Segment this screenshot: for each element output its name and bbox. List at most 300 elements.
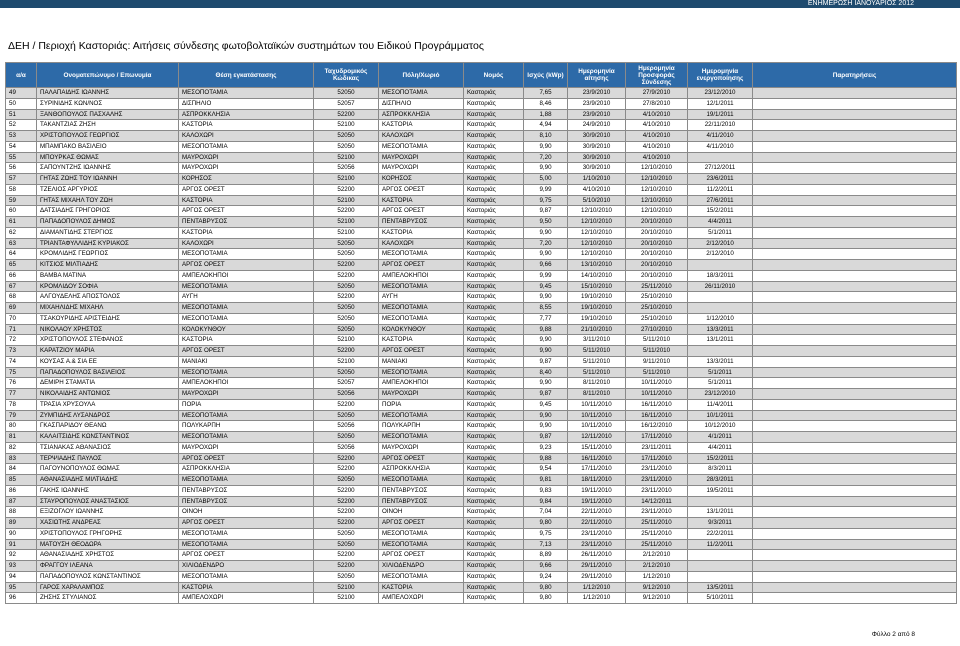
application-date-cell: 12/10/2010 [568, 206, 626, 217]
power-kwp-cell: 9,45 [524, 281, 568, 292]
activation-date-cell: 10/1/2011 [688, 410, 753, 421]
activation-date-cell: 18/3/2011 [688, 270, 753, 281]
power-kwp-cell: 9,99 [524, 270, 568, 281]
row-number-cell: 52 [6, 120, 37, 131]
row-number-cell: 69 [6, 303, 37, 314]
postal-code-cell: 52056 [314, 163, 379, 174]
prefecture-cell: Καστοριάς [464, 152, 524, 163]
application-date-cell: 17/11/2010 [568, 464, 626, 475]
prefecture-cell: Καστοριάς [464, 292, 524, 303]
town-cell: ΑΡΓΟΣ ΟΡΕΣΤ [379, 346, 464, 357]
table-row [6, 539, 957, 550]
application-date-cell: 4/10/2010 [568, 184, 626, 195]
town-cell: ΑΣΠΡΟΚΚΛΗΣΙΑ [379, 109, 464, 120]
town-cell: ΑΡΓΟΣ ΟΡΕΣΤ [379, 206, 464, 217]
postal-code-cell: 52050 [314, 88, 379, 99]
remarks-cell [753, 131, 957, 142]
table-row [6, 109, 957, 120]
installation-site-cell: ΚΑΣΤΟΡΙΑ [179, 582, 314, 593]
table-row [6, 528, 957, 539]
row-number-cell: 82 [6, 442, 37, 453]
prefecture-cell: Καστοριάς [464, 324, 524, 335]
remarks-cell [753, 593, 957, 604]
table-row [6, 442, 957, 453]
power-kwp-cell: 9,80 [524, 593, 568, 604]
application-date-cell: 29/11/2010 [568, 561, 626, 572]
postal-code-cell: 52050 [314, 571, 379, 582]
offer-date-cell: 12/10/2010 [626, 184, 688, 195]
postal-code-cell: 52050 [314, 303, 379, 314]
power-kwp-cell: 8,89 [524, 550, 568, 561]
power-kwp-cell: 7,65 [524, 88, 568, 99]
activation-date-cell [688, 496, 753, 507]
prefecture-cell: Καστοριάς [464, 496, 524, 507]
row-number-cell: 61 [6, 217, 37, 228]
remarks-cell [753, 346, 957, 357]
installation-site-cell: ΑΡΓΟΣ ΟΡΕΣΤ [179, 453, 314, 464]
power-kwp-cell: 9,90 [524, 163, 568, 174]
row-number-cell: 68 [6, 292, 37, 303]
applicant-name-cell: ΧΑΣΙΩΤΗΣ ΑΝΔΡΕΑΣ [37, 518, 179, 529]
application-date-cell: 22/11/2010 [568, 518, 626, 529]
prefecture-cell: Καστοριάς [464, 227, 524, 238]
postal-code-cell: 52057 [314, 98, 379, 109]
row-number-cell: 54 [6, 141, 37, 152]
power-kwp-cell: 8,55 [524, 303, 568, 314]
remarks-cell [753, 195, 957, 206]
application-date-cell: 22/11/2010 [568, 507, 626, 518]
power-kwp-cell: 9,88 [524, 453, 568, 464]
row-number-cell: 84 [6, 464, 37, 475]
postal-code-cell: 52050 [314, 475, 379, 486]
row-number-cell: 49 [6, 88, 37, 99]
town-cell: ΜΕΣΟΠΟΤΑΜΙΑ [379, 141, 464, 152]
offer-date-cell: 5/11/2010 [626, 335, 688, 346]
table-row [6, 238, 957, 249]
town-cell: ΠΕΝΤΑΒΡΥΣΟΣ [379, 217, 464, 228]
power-kwp-cell: 5,00 [524, 174, 568, 185]
table-row [6, 174, 957, 185]
column-header: Ημερομηνία Προσφοράς Σύνδεσης [626, 63, 688, 88]
applicant-name-cell: ΧΡΙΣΤΟΠΟΥΛΟΣ ΓΡΗΓΟΡΗΣ [37, 528, 179, 539]
town-cell: ΠΕΝΤΑΒΡΥΣΟΣ [379, 485, 464, 496]
remarks-cell [753, 324, 957, 335]
offer-date-cell: 5/11/2010 [626, 346, 688, 357]
installation-site-cell: ΜΕΣΟΠΟΤΑΜΙΑ [179, 367, 314, 378]
applicant-name-cell: ΤΣΙΑΝΑΚΑΣ ΑΘΑΝΑΣΙΟΣ [37, 442, 179, 453]
postal-code-cell: 52200 [314, 518, 379, 529]
offer-date-cell: 4/10/2010 [626, 152, 688, 163]
prefecture-cell: Καστοριάς [464, 249, 524, 260]
postal-code-cell: 52200 [314, 270, 379, 281]
prefecture-cell: Καστοριάς [464, 389, 524, 400]
postal-code-cell: 52050 [314, 141, 379, 152]
installation-site-cell: ΜΕΣΟΠΟΤΑΜΙΑ [179, 432, 314, 443]
activation-date-cell: 4/11/2010 [688, 141, 753, 152]
installation-site-cell: ΠΟΡΙΑ [179, 399, 314, 410]
installation-site-cell: ΜΕΣΟΠΟΤΑΜΙΑ [179, 571, 314, 582]
prefecture-cell: Καστοριάς [464, 281, 524, 292]
installation-site-cell: ΔΙΣΠΗΛΙΟ [179, 98, 314, 109]
row-number-cell: 73 [6, 346, 37, 357]
town-cell: ΚΑΛΟΧΩΡΙ [379, 131, 464, 142]
applicant-name-cell: ΝΙΚΟΛΑΟΥ ΧΡΗΣΤΟΣ [37, 324, 179, 335]
power-kwp-cell: 9,66 [524, 561, 568, 572]
remarks-cell [753, 507, 957, 518]
power-kwp-cell: 9,87 [524, 206, 568, 217]
row-number-cell: 83 [6, 453, 37, 464]
activation-date-cell: 12/1/2011 [688, 98, 753, 109]
offer-date-cell: 12/10/2010 [626, 174, 688, 185]
activation-date-cell: 26/11/2010 [688, 281, 753, 292]
activation-date-cell [688, 152, 753, 163]
applicant-name-cell: ΠΑΠΑΔΟΠΟΥΛΟΣ ΚΩΝΣΤΑΝΤΙΝΟΣ [37, 571, 179, 582]
applicant-name-cell: ΚΑΛΑΙΤΣΙΔΗΣ ΚΩΝΣΤΑΝΤΙΝΟΣ [37, 432, 179, 443]
remarks-cell [753, 464, 957, 475]
row-number-cell: 89 [6, 518, 37, 529]
remarks-cell [753, 292, 957, 303]
prefecture-cell: Καστοριάς [464, 399, 524, 410]
installation-site-cell: ΚΑΣΤΟΡΙΑ [179, 195, 314, 206]
prefecture-cell: Καστοριάς [464, 453, 524, 464]
power-kwp-cell: 9,50 [524, 217, 568, 228]
activation-date-cell: 22/2/2011 [688, 528, 753, 539]
remarks-cell [753, 421, 957, 432]
row-number-cell: 66 [6, 270, 37, 281]
application-date-cell: 23/11/2010 [568, 539, 626, 550]
offer-date-cell: 20/10/2010 [626, 270, 688, 281]
activation-date-cell [688, 292, 753, 303]
prefecture-cell: Καστοριάς [464, 88, 524, 99]
applicant-name-cell: ΚΡΟΜΛΙΔΟΥ ΣΟΦΙΑ [37, 281, 179, 292]
application-date-cell: 10/11/2010 [568, 410, 626, 421]
remarks-cell [753, 528, 957, 539]
application-date-cell: 5/10/2010 [568, 195, 626, 206]
offer-date-cell: 2/12/2010 [626, 550, 688, 561]
application-date-cell: 23/11/2010 [568, 528, 626, 539]
table-row [6, 507, 957, 518]
offer-date-cell: 4/10/2010 [626, 120, 688, 131]
installation-site-cell: ΜΕΣΟΠΟΤΑΜΙΑ [179, 539, 314, 550]
application-date-cell: 8/11/2010 [568, 389, 626, 400]
installation-site-cell: ΜΕΣΟΠΟΤΑΜΙΑ [179, 88, 314, 99]
remarks-cell [753, 184, 957, 195]
installation-site-cell: ΜΕΣΟΠΟΤΑΜΙΑ [179, 475, 314, 486]
prefecture-cell: Καστοριάς [464, 356, 524, 367]
remarks-cell [753, 120, 957, 131]
offer-date-cell: 4/10/2010 [626, 141, 688, 152]
prefecture-cell: Καστοριάς [464, 313, 524, 324]
remarks-cell [753, 518, 957, 529]
installation-site-cell: ΜΑΥΡΟΧΩΡΙ [179, 389, 314, 400]
table-row [6, 593, 957, 604]
power-kwp-cell: 9,87 [524, 356, 568, 367]
activation-date-cell: 28/3/2011 [688, 475, 753, 486]
installation-site-cell: ΑΡΓΟΣ ΟΡΕΣΤ [179, 260, 314, 271]
application-date-cell: 18/11/2010 [568, 475, 626, 486]
town-cell: ΜΑΝΙΑΚΙ [379, 356, 464, 367]
prefecture-cell: Καστοριάς [464, 485, 524, 496]
table-row [6, 98, 957, 109]
row-number-cell: 96 [6, 593, 37, 604]
power-kwp-cell: 9,80 [524, 582, 568, 593]
applicant-name-cell: ΠΑΓΟΥΝΟΠΟΥΛΟΣ ΘΩΜΑΣ [37, 464, 179, 475]
activation-date-cell: 19/5/2011 [688, 485, 753, 496]
application-date-cell: 26/11/2010 [568, 550, 626, 561]
postal-code-cell: 52050 [314, 539, 379, 550]
prefecture-cell: Καστοριάς [464, 518, 524, 529]
offer-date-cell: 25/11/2010 [626, 539, 688, 550]
applicant-name-cell: ΤΣΑΚΟΥΡΙΔΗΣ ΑΡΙΣΤΕΙΔΗΣ [37, 313, 179, 324]
postal-code-cell: 52100 [314, 120, 379, 131]
remarks-cell [753, 227, 957, 238]
installation-site-cell: ΟΙΝΟΗ [179, 507, 314, 518]
row-number-cell: 70 [6, 313, 37, 324]
town-cell: ΚΟΛΟΚΥΝΘΟΥ [379, 324, 464, 335]
applicant-name-cell: ΑΘΑΝΑΣΙΑΔΗΣ ΜΙΛΤΙΑΔΗΣ [37, 475, 179, 486]
town-cell: ΜΕΣΟΠΟΤΑΜΙΑ [379, 410, 464, 421]
postal-code-cell: 52050 [314, 313, 379, 324]
table-row [6, 571, 957, 582]
row-number-cell: 81 [6, 432, 37, 443]
town-cell: ΜΑΥΡΟΧΩΡΙ [379, 152, 464, 163]
town-cell: ΑΜΠΕΛΟΚΗΠΟΙ [379, 270, 464, 281]
table-row [6, 260, 957, 271]
town-cell: ΑΜΠΕΛΟΚΗΠΟΙ [379, 378, 464, 389]
postal-code-cell: 52100 [314, 335, 379, 346]
prefecture-cell: Καστοριάς [464, 561, 524, 572]
row-number-cell: 80 [6, 421, 37, 432]
row-number-cell: 63 [6, 238, 37, 249]
offer-date-cell: 23/11/2010 [626, 507, 688, 518]
postal-code-cell: 52050 [314, 238, 379, 249]
postal-code-cell: 52200 [314, 399, 379, 410]
town-cell: ΜΕΣΟΠΟΤΑΜΙΑ [379, 303, 464, 314]
prefecture-cell: Καστοριάς [464, 174, 524, 185]
power-kwp-cell: 7,77 [524, 313, 568, 324]
postal-code-cell: 52200 [314, 109, 379, 120]
postal-code-cell: 52056 [314, 442, 379, 453]
installation-site-cell: ΜΑΥΡΟΧΩΡΙ [179, 163, 314, 174]
postal-code-cell: 52050 [314, 367, 379, 378]
activation-date-cell: 2/12/2010 [688, 249, 753, 260]
offer-date-cell: 9/12/2010 [626, 582, 688, 593]
table-row [6, 184, 957, 195]
offer-date-cell: 10/11/2010 [626, 389, 688, 400]
applicant-name-cell: ΠΑΠΑΔΟΠΟΥΛΟΣ ΔΗΜΟΣ [37, 217, 179, 228]
prefecture-cell: Καστοριάς [464, 260, 524, 271]
installation-site-cell: ΠΕΝΤΑΒΡΥΣΟΣ [179, 217, 314, 228]
top-bar [0, 0, 960, 8]
offer-date-cell: 2/12/2010 [626, 561, 688, 572]
postal-code-cell: 52050 [314, 528, 379, 539]
offer-date-cell: 4/10/2010 [626, 131, 688, 142]
activation-date-cell: 5/1/2011 [688, 367, 753, 378]
remarks-cell [753, 582, 957, 593]
column-header: Ταχυδρομικός Κώδικας [314, 63, 379, 88]
remarks-cell [753, 303, 957, 314]
power-kwp-cell: 9,90 [524, 227, 568, 238]
postal-code-cell: 52200 [314, 496, 379, 507]
offer-date-cell: 23/11/2010 [626, 464, 688, 475]
town-cell: ΜΕΣΟΠΟΤΑΜΙΑ [379, 367, 464, 378]
application-date-cell: 30/9/2010 [568, 152, 626, 163]
installation-site-cell: ΚΑΛΟΧΩΡΙ [179, 238, 314, 249]
activation-date-cell [688, 260, 753, 271]
power-kwp-cell: 9,87 [524, 432, 568, 443]
installation-site-cell: ΑΡΓΟΣ ΟΡΕΣΤ [179, 206, 314, 217]
offer-date-cell: 9/12/2010 [626, 593, 688, 604]
remarks-cell [753, 485, 957, 496]
remarks-cell [753, 550, 957, 561]
column-header: Νομός [464, 63, 524, 88]
activation-date-cell: 23/12/2010 [688, 389, 753, 400]
activation-date-cell: 11/2/2011 [688, 184, 753, 195]
column-header: Πόλη/Χωριό [379, 63, 464, 88]
table-row [6, 367, 957, 378]
table-row [6, 561, 957, 572]
table-row [6, 410, 957, 421]
town-cell: ΠΕΝΤΑΒΡΥΣΟΣ [379, 496, 464, 507]
offer-date-cell: 17/11/2010 [626, 432, 688, 443]
offer-date-cell: 25/11/2010 [626, 528, 688, 539]
column-header: Θέση εγκατάστασης [179, 63, 314, 88]
application-date-cell: 19/11/2010 [568, 485, 626, 496]
prefecture-cell: Καστοριάς [464, 571, 524, 582]
row-number-cell: 76 [6, 378, 37, 389]
town-cell: ΠΟΡΙΑ [379, 399, 464, 410]
power-kwp-cell: 9,84 [524, 496, 568, 507]
applicant-name-cell: ΓΗΤΑΣ ΖΩΗΣ ΤΟΥ ΙΩΑΝΝΗ [37, 174, 179, 185]
prefecture-cell: Καστοριάς [464, 184, 524, 195]
row-number-cell: 64 [6, 249, 37, 260]
column-header: Ισχύς (kWp) [524, 63, 568, 88]
remarks-cell [753, 206, 957, 217]
town-cell: ΑΡΓΟΣ ΟΡΕΣΤ [379, 550, 464, 561]
remarks-cell [753, 389, 957, 400]
town-cell: ΜΕΣΟΠΟΤΑΜΙΑ [379, 539, 464, 550]
activation-date-cell: 13/3/2011 [688, 356, 753, 367]
application-date-cell: 12/10/2010 [568, 238, 626, 249]
remarks-cell [753, 453, 957, 464]
town-cell: ΑΡΓΟΣ ΟΡΕΣΤ [379, 184, 464, 195]
town-cell: ΜΕΣΟΠΟΤΑΜΙΑ [379, 528, 464, 539]
row-number-cell: 95 [6, 582, 37, 593]
row-number-cell: 87 [6, 496, 37, 507]
postal-code-cell: 52200 [314, 206, 379, 217]
remarks-cell [753, 109, 957, 120]
row-number-cell: 58 [6, 184, 37, 195]
postal-code-cell: 52200 [314, 464, 379, 475]
table-row [6, 335, 957, 346]
remarks-cell [753, 571, 957, 582]
installation-site-cell: ΚΑΣΤΟΡΙΑ [179, 120, 314, 131]
town-cell: ΑΥΓΗ [379, 292, 464, 303]
activation-date-cell [688, 346, 753, 357]
prefecture-cell: Καστοριάς [464, 141, 524, 152]
application-date-cell: 29/11/2010 [568, 571, 626, 582]
activation-date-cell: 23/12/2010 [688, 88, 753, 99]
application-date-cell: 23/9/2010 [568, 98, 626, 109]
table-row [6, 389, 957, 400]
activation-date-cell: 13/5/2011 [688, 582, 753, 593]
installation-site-cell: ΑΡΓΟΣ ΟΡΕΣΤ [179, 550, 314, 561]
applicant-name-cell: ΓΑΡΟΣ ΧΑΡΑΛΑΜΠΟΣ [37, 582, 179, 593]
table-row [6, 292, 957, 303]
town-cell: ΜΕΣΟΠΟΤΑΜΙΑ [379, 432, 464, 443]
application-date-cell: 16/11/2010 [568, 453, 626, 464]
row-number-cell: 65 [6, 260, 37, 271]
activation-date-cell: 4/11/2010 [688, 131, 753, 142]
offer-date-cell: 20/10/2010 [626, 227, 688, 238]
application-date-cell: 19/11/2010 [568, 496, 626, 507]
applicant-name-cell: ΓΚΑΣΠΑΡΙΔΟΥ ΘΕΑΝΩ [37, 421, 179, 432]
applicant-name-cell: ΑΛΓΟΥΔΕΛΗΣ ΑΠΟΣΤΟΛΟΣ [37, 292, 179, 303]
application-date-cell: 1/12/2010 [568, 593, 626, 604]
prefecture-cell: Καστοριάς [464, 120, 524, 131]
applicant-name-cell: ΓΑΚΗΣ ΙΩΑΝΝΗΣ [37, 485, 179, 496]
table-row [6, 313, 957, 324]
town-cell: ΧΙΛΙΟΔΕΝΔΡΟ [379, 561, 464, 572]
applicant-name-cell: ΚΡΟΜΛΙΔΗΣ ΓΕΩΡΓΙΟΣ [37, 249, 179, 260]
application-date-cell: 13/10/2010 [568, 260, 626, 271]
postal-code-cell: 52200 [314, 550, 379, 561]
prefecture-cell: Καστοριάς [464, 206, 524, 217]
application-date-cell: 19/10/2010 [568, 313, 626, 324]
power-kwp-cell: 9,90 [524, 249, 568, 260]
prefecture-cell: Καστοριάς [464, 442, 524, 453]
prefecture-cell: Καστοριάς [464, 528, 524, 539]
row-number-cell: 53 [6, 131, 37, 142]
applicant-name-cell: ΑΘΑΝΑΣΙΑΔΗΣ ΧΡΗΣΤΟΣ [37, 550, 179, 561]
installation-site-cell: ΜΑΥΡΟΧΩΡΙ [179, 152, 314, 163]
row-number-cell: 67 [6, 281, 37, 292]
row-number-cell: 78 [6, 399, 37, 410]
page-indicator: Φύλλο 2 από 8 [871, 631, 915, 638]
row-number-cell: 88 [6, 507, 37, 518]
applicant-name-cell: ΔΙΑΜΑΝΤΙΔΗΣ ΣΤΕΡΓΙΟΣ [37, 227, 179, 238]
prefecture-cell: Καστοριάς [464, 367, 524, 378]
applicant-name-cell: ΤΖΕΛΙΟΣ ΑΡΓΥΡΙΟΣ [37, 184, 179, 195]
power-kwp-cell: 9,24 [524, 571, 568, 582]
applicant-name-cell: ΧΡΙΣΤΟΠΟΥΛΟΣ ΣΤΕΦΑΝΟΣ [37, 335, 179, 346]
installation-site-cell: ΑΡΓΟΣ ΟΡΕΣΤ [179, 184, 314, 195]
prefecture-cell: Καστοριάς [464, 303, 524, 314]
town-cell: ΜΑΥΡΟΧΩΡΙ [379, 163, 464, 174]
postal-code-cell: 52056 [314, 421, 379, 432]
table-row [6, 152, 957, 163]
activation-date-cell [688, 571, 753, 582]
activation-date-cell: 15/2/2011 [688, 206, 753, 217]
table-row [6, 120, 957, 131]
table-row [6, 496, 957, 507]
applicant-name-cell: ΞΑΝΘΟΠΟΥΛΟΣ ΠΑΣΧΑΛΗΣ [37, 109, 179, 120]
row-number-cell: 55 [6, 152, 37, 163]
postal-code-cell: 52100 [314, 217, 379, 228]
row-number-cell: 71 [6, 324, 37, 335]
remarks-cell [753, 442, 957, 453]
row-number-cell: 79 [6, 410, 37, 421]
remarks-cell [753, 270, 957, 281]
table-row [6, 195, 957, 206]
installation-site-cell: ΚΑΣΤΟΡΙΑ [179, 227, 314, 238]
power-kwp-cell: 9,90 [524, 335, 568, 346]
remarks-cell [753, 238, 957, 249]
applicant-name-cell: ΚΑΡΑΤΖΙΟΥ ΜΑΡΙΑ [37, 346, 179, 357]
prefecture-cell: Καστοριάς [464, 593, 524, 604]
installation-site-cell: ΑΥΓΗ [179, 292, 314, 303]
application-date-cell: 12/10/2010 [568, 249, 626, 260]
